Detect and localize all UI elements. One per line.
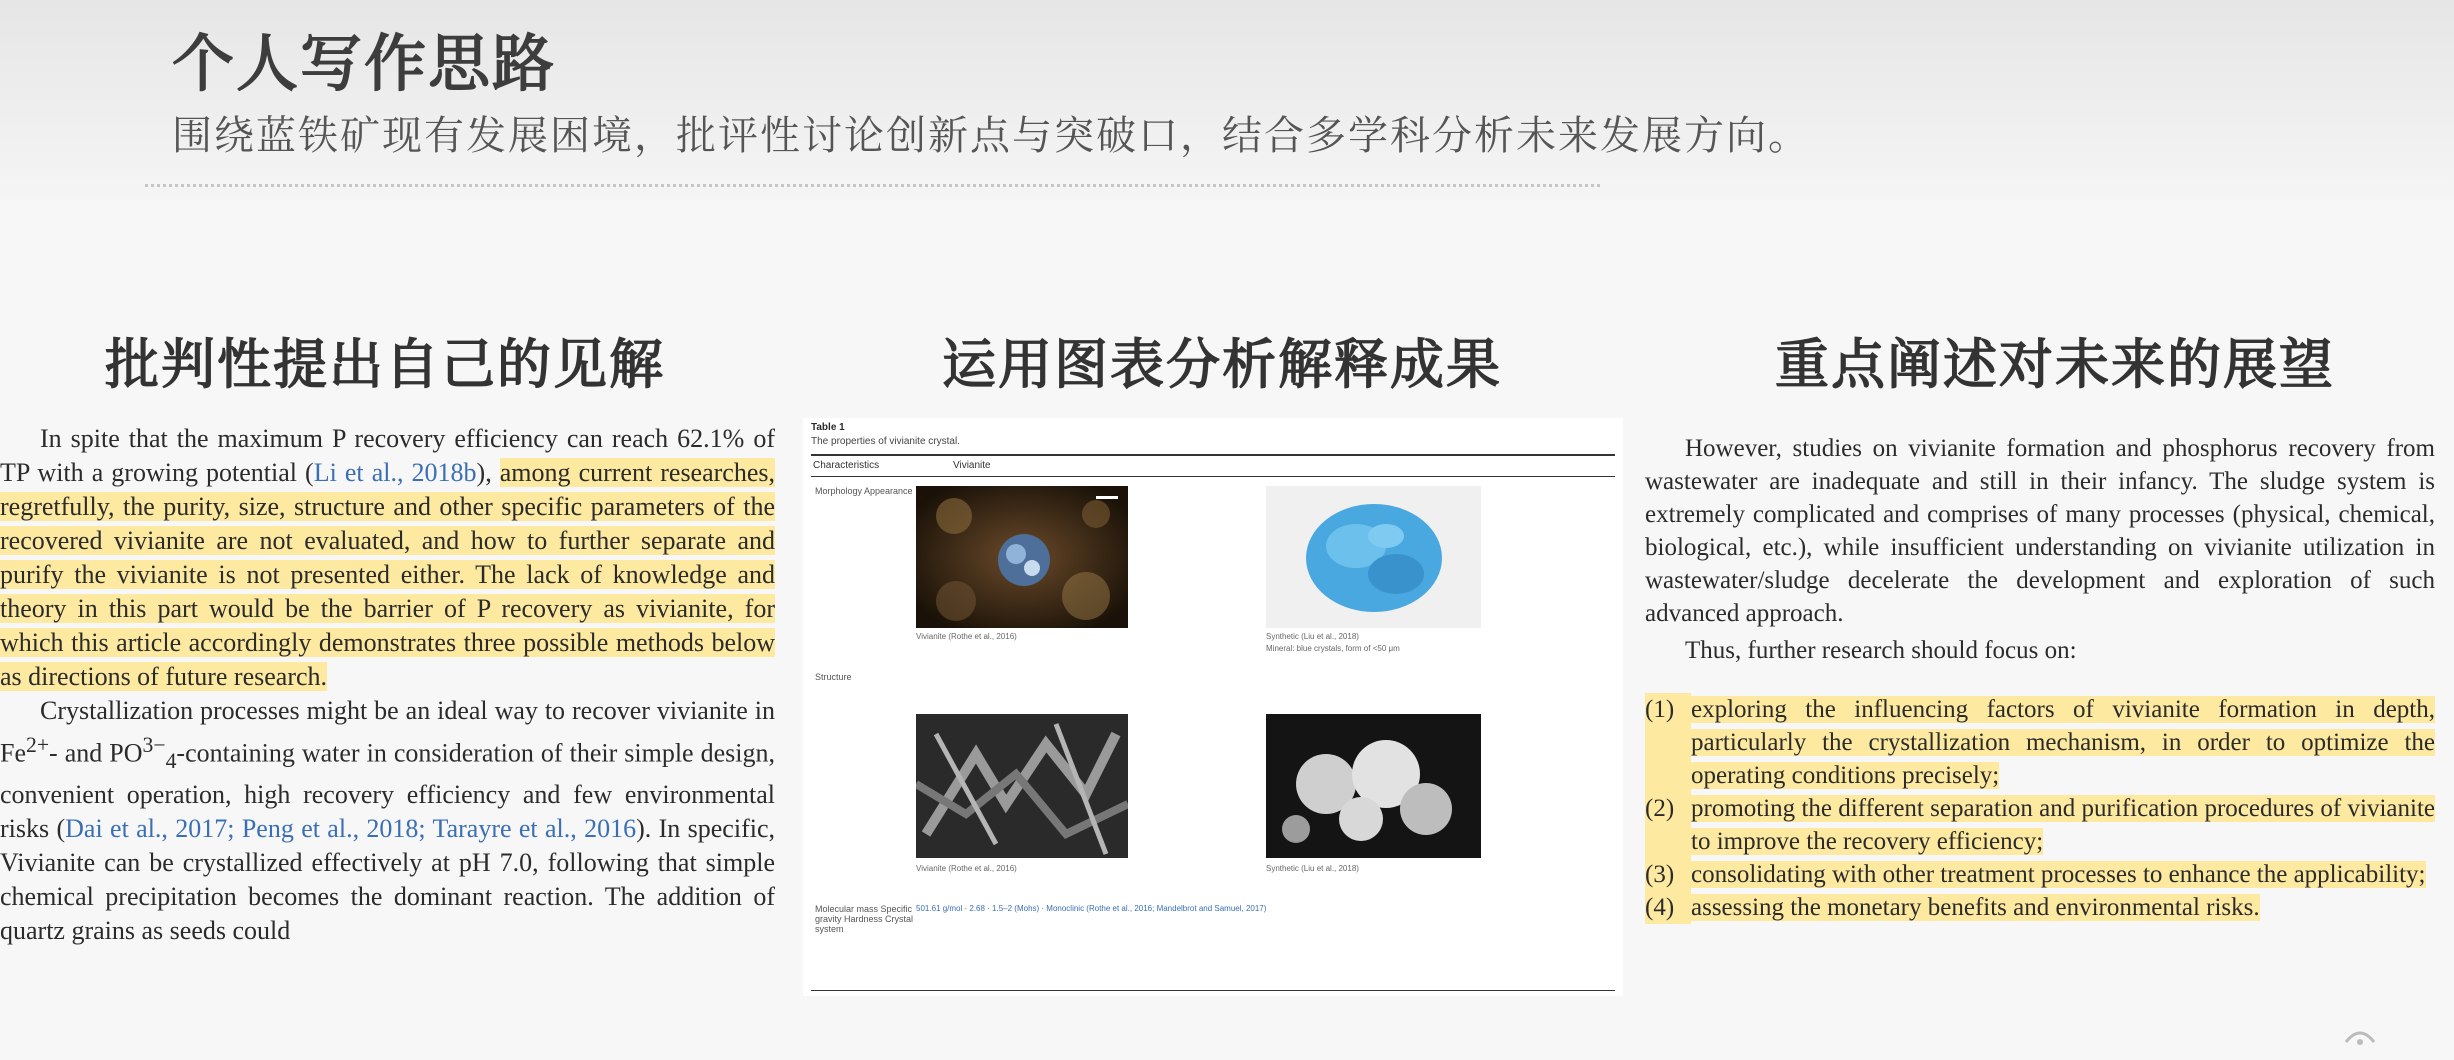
- paragraph: However, studies on vivianite formation and phosphorus recovery from wastewater are inadequate and still in their infancy. The sludge system is extremely complicated and comprises of many processes (physical, chemical, biological, etc.), while insufficient understanding on vivianite utilization in wastewater/sludge decelerate the development and exploration of such advanced approach.: [1645, 435, 2435, 627]
- table-note: Synthetic (Liu et al., 2018): [1266, 864, 1359, 873]
- text: Crystallization processes might be an ideal way to recover vivianite in Fe: [0, 696, 775, 768]
- citation-link[interactable]: Li et al., 2018b: [313, 458, 477, 487]
- table-caption: The properties of vivianite crystal.: [811, 436, 960, 447]
- column-title-figures: 运用图表分析解释成果: [942, 333, 1502, 396]
- highlighted-text: assessing the monetary benefits and environmental risks.: [1691, 894, 2260, 921]
- table-note: Vivianite (Rothe et al., 2016): [916, 632, 1017, 641]
- highlighted-text: promoting the different separation and purification procedures of vivianite to improve the recovery efficiency;: [1691, 795, 2435, 855]
- list-item: [1645, 792, 2435, 858]
- highlighted-text: consolidating with other treatment processes to enhance the applicability;: [1691, 861, 2426, 888]
- slide-title: 个人写作思路: [172, 27, 557, 100]
- list-number: (2): [1645, 792, 1691, 858]
- list-number: (3): [1645, 858, 1691, 891]
- table-caption-label: Table 1: [811, 422, 845, 433]
- right-paper-excerpt: [1645, 432, 2435, 924]
- table-row-label: Structure: [815, 672, 852, 682]
- paragraph: Thus, further research should focus on:: [1685, 637, 2077, 664]
- text: ),: [476, 458, 500, 487]
- text: -containing water in consideration of their simple design, convenient operation, high recovery efficiency and few environmental risks (: [0, 738, 775, 843]
- table-figure: [803, 418, 1623, 996]
- table-row-label: Molecular mass Specific gravity Hardness Crystal system: [815, 904, 914, 934]
- divider: [145, 184, 1600, 187]
- left-paper-excerpt: [0, 422, 775, 962]
- research-directions-list: [1645, 693, 2435, 924]
- column-title-outlook: 重点阐述对未来的展望: [1775, 333, 2335, 396]
- list-item: [1645, 891, 2435, 924]
- blue-powder-photo: [1266, 486, 1481, 628]
- table-row-label: Morphology Appearance: [815, 486, 913, 496]
- highlighted-text: exploring the influencing factors of vivianite formation in depth, particularly the crystallization mechanism, in order to optimize the operating conditions precisely;: [1691, 696, 2435, 789]
- list-number: (1): [1645, 693, 1691, 792]
- paragraph: [0, 694, 775, 948]
- table-note: Vivianite (Rothe et al., 2016): [916, 864, 1017, 873]
- table-rule: [811, 454, 1615, 456]
- table-rule: [811, 990, 1615, 991]
- table-note: Synthetic (Liu et al., 2018): [1266, 632, 1359, 641]
- text: In spite that the maximum P recovery efficiency can reach 62.1% of TP with a growing potential (: [0, 424, 775, 487]
- list-number: (4): [1645, 891, 1691, 924]
- citation-link[interactable]: Dai et al., 2017; Peng et al., 2018; Tarayre et al., 2016: [65, 813, 637, 843]
- highlighted-text: among current researches, regretfully, the purity, size, structure and other specific parameters of the recovered vivianite are not evaluated, and how to further separate and purify the vivianite is not presented either. The lack of knowledge and theory in this part would be the barrier of P recovery as vivianite, for which this article accordingly demonstrates three possible methods below as directions of future research.: [0, 458, 775, 691]
- list-item: [1645, 693, 2435, 792]
- table-header-cell: Characteristics: [813, 460, 880, 471]
- table-note: Mineral: blue crystals, form of <50 μm: [1266, 644, 1400, 653]
- superscript: 3−: [142, 733, 166, 757]
- table-note: 501.61 g/mol · 2.68 · 1.5–2 (Mohs) · Monoclinic (Rothe et al., 2016; Mandelbrot and Samuel, 2017): [916, 904, 1267, 913]
- sem-micrograph-photo: [916, 714, 1128, 858]
- column-title-critical: 批判性提出自己的见解: [105, 333, 665, 396]
- table-rule: [811, 476, 1615, 477]
- player-icon[interactable]: [2340, 1022, 2380, 1052]
- superscript: 2+: [26, 733, 50, 757]
- list-item: [1645, 858, 2435, 891]
- slide-subtitle: 围绕蓝铁矿现有发展困境，批评性讨论创新点与突破口，结合多学科分析未来发展方向。: [172, 113, 1810, 159]
- text: - and PO: [49, 738, 143, 768]
- text: ). In specific, Vivianite can be crystallized effectively at pH 7.0, following that simple chemical precipitation becomes the dominant reaction. The addition of quartz grains as seeds could: [0, 813, 775, 945]
- paragraph: [0, 422, 775, 694]
- subscript: 4: [165, 748, 177, 773]
- sem-micrograph-photo: [1266, 714, 1481, 858]
- table-header-cell: Vivianite: [953, 460, 991, 471]
- vivianite-crystal-photo: [916, 486, 1128, 628]
